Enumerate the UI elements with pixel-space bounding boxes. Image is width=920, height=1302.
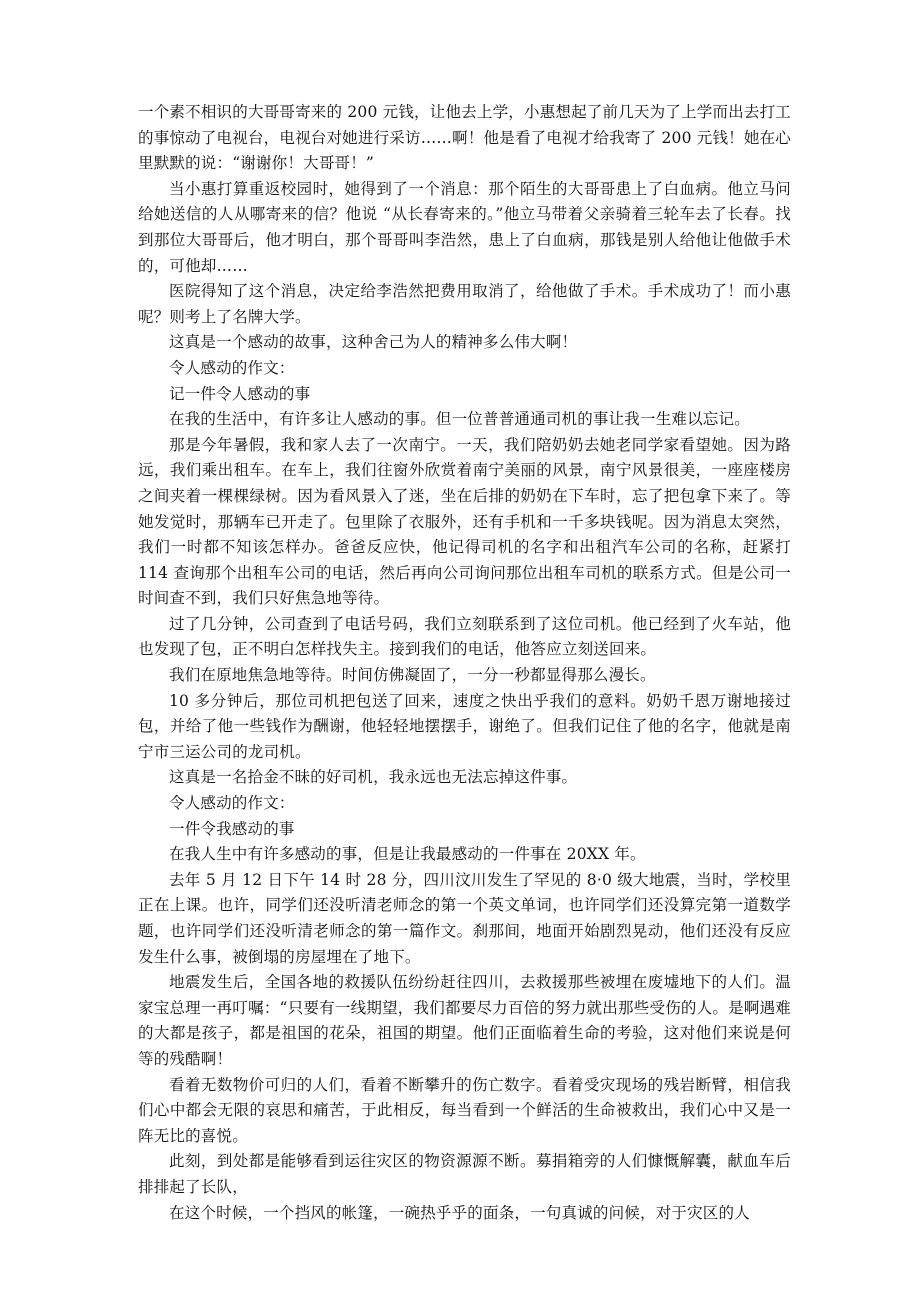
paragraph-6: 那是今年暑假，我和家人去了一次南宁。一天，我们陪奶奶去她老同学家看望她。因为路远，我们乘出租车。在车上，我们往窗外欣赏着南宁美丽的风景，南宁风景很美，一座座楼房之间夹着一棵棵绿树。因为看风景入了迷，坐在后排的奶奶在下车时，忘了把包拿下来了。等她发觉时，那辆车已开走了。包里除了衣服外，还有手机和一千多块钱呢。因为消息太突然，我们一时都不知该怎样办。爸爸反应快，他记得司机的名字和出租汽车公司的名称，赶紧打 114 查询那个出租车公司的电话，然后再向公司询问那位出租车司机的联系方式。但是公司一时间查不到，我们只好焦急地等待。 [138,435,791,608]
essay-title-2: 一件令我感动的事 [169,819,295,838]
paragraph-9: 10 多分钟后，那位司机把包送了回来，速度之快出乎我们的意料。奶奶千恩万谢地接过包，并给了他一些钱作为酬谢，他轻轻地摆摆手，谢绝了。但我们记住了他的名字，他就是南宁市三运公司的龙司机。 [138,691,791,761]
paragraph-2: 当小惠打算重返校园时，她得到了一个消息：那个陌生的大哥哥患上了白血病。他立马问给她送信的人从哪寄来的信？他说 “从长春寄来的。”他立马带着父亲骑着三轮车去了长春。找到那位大哥哥后，他才明白，那个哥哥叫李浩然，患上了白血病，那钱是别人给他让他做手术的，可他却…… [138,179,791,275]
section-heading-2: 令人感动的作文： [169,794,295,813]
essay-title-1: 记一件令人感动的事 [169,384,311,403]
paragraph-11: 在我人生中有许多感动的事，但是让我最感动的一件事在 20XX 年。 [169,845,646,864]
paragraph-4: 这真是一个感动的故事，这种舍己为人的精神多么伟大啊！ [169,333,578,352]
paragraph-7: 过了几分钟，公司查到了电话号码，我们立刻联系到了这位司机。他已经到了火车站，他也发现了包，正不明白怎样找失主。接到我们的电话，他答应立刻送回来。 [138,614,791,659]
section-heading-1: 令人感动的作文： [169,358,295,377]
paragraph-14: 看着无数物价可归的人们，看着不断攀升的伤亡数字。看着受灾现场的残岩断臂，相信我们心中都会无限的哀思和痛苦，于此相反，每当看到一个鲜活的生命被救出，我们心中又是一阵无比的喜悦。 [138,1075,791,1145]
paragraph-12: 去年 5 月 12 日下午 14 时 28 分，四川汶川发生了罕见的 8·0 级大地震，当时，学校里正在上课。也许，同学们还没听清老师念的第一个英文单词，也许同学们还没算完第一道数学题，也许同学们还没听清老师念的第一篇作文。刹那间，地面开始剧烈晃动，他们还没有反应发生什么事，被倒塌的房屋埋在了地下。 [138,870,791,966]
paragraph-15: 此刻，到处都是能够看到运往灾区的物资源源不断。募捐箱旁的人们慷慨解囊，献血车后排排起了长队， [138,1152,791,1196]
paragraph-16: 在这个时候，一个挡风的帐篷，一碗热乎乎的面条，一句真诚的问候，对于灾区的人 [169,1203,750,1222]
paragraph-5: 在我的生活中，有许多让人感动的事。但一位普普通通司机的事让我一生难以忘记。 [169,410,750,429]
paragraph-13: 地震发生后，全国各地的救援队伍纷纷赶往四川，去救援那些被埋在废墟地下的人们。温家宝总理一再叮嘱：“只要有一线期望，我们都要尽力百倍的努力就出那些受伤的人。是啊遇难的大都是孩子，都是祖国的花朵，祖国的期望。他们正面临着生命的考验，这对他们来说是何等的残酷啊！ [138,973,791,1068]
paragraph-10: 这真是一名拾金不昧的好司机，我永远也无法忘掉这件事。 [169,768,578,787]
paragraph-8: 我们在原地焦急地等待。时间仿佛凝固了，一分一秒都显得那么漫长。 [169,666,656,685]
paragraph-3: 医院得知了这个消息，决定给李浩然把费用取消了，给他做了手术。手术成功了！而小惠呢？则考上了名牌大学。 [138,282,791,326]
document-body [138,100,791,1226]
paragraph-1: 一个素不相识的大哥哥寄来的 200 元钱，让他去上学，小惠想起了前几天为了上学而出去打工的事惊动了电视台，电视台对她进行采访……啊！他是看了电视才给我寄了 200 元钱！她在心里默默的说：“谢谢你！大哥哥！” [138,103,791,173]
